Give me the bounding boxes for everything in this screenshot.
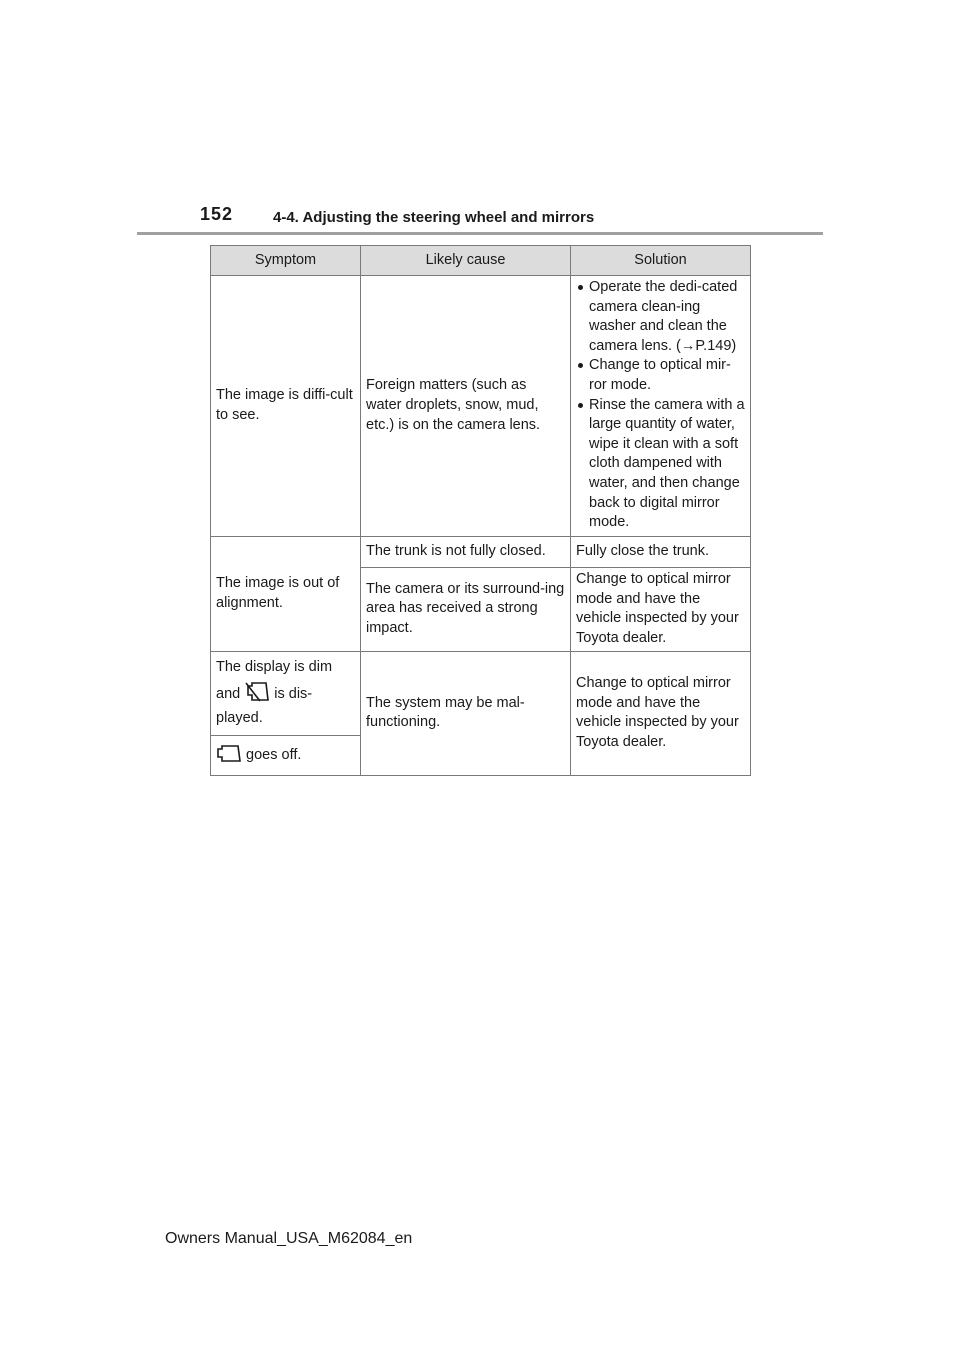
table-row (211, 276, 751, 537)
table-header-row (211, 246, 751, 276)
symptom-cell (211, 735, 361, 775)
symptom-line: The display is dim (216, 659, 333, 676)
solution-cell: Change to optical mirror mode and have the vehicle inspected by your Toyota dealer. (571, 651, 751, 775)
cause-cell: The camera or its surround-ing area has received a strong impact. (361, 567, 571, 651)
cause-cell: Foreign matters (such as water droplets, snow, mud, etc.) is on the camera lens. (361, 276, 571, 537)
troubleshooting-table (210, 245, 751, 776)
cause-cell: The trunk is not fully closed. (361, 536, 571, 567)
footer-manual-id: Owners Manual_USA_M62084_en (165, 1230, 413, 1247)
solution-cell (571, 276, 751, 537)
table-row (211, 651, 751, 735)
column-header-solution: Solution (571, 246, 751, 276)
symptom-text: is dis- (274, 685, 313, 702)
mirror-indicator-icon (216, 745, 242, 763)
section-title: 4-4. Adjusting the steering wheel and mirrors (273, 209, 595, 226)
solution-cell: Change to optical mirror mode and have the vehicle inspected by your Toyota dealer. (571, 567, 751, 651)
solution-item: Change to optical mir-ror mode. (576, 356, 745, 395)
column-header-likely-cause: Likely cause (361, 246, 571, 276)
solution-item: Operate the dedi-cated camera clean-ing washer and clean the camera lens. (→P.149) (576, 278, 745, 356)
page-number: 152 (200, 204, 234, 224)
mirror-malfunction-icon (244, 682, 270, 702)
symptom-cell: The image is diffi-cult to see. (211, 276, 361, 537)
symptom-text: and (216, 685, 241, 702)
symptom-cell: The image is out of alignment. (211, 536, 361, 651)
column-header-symptom: Symptom (211, 246, 361, 276)
solution-list (576, 276, 745, 536)
symptom-line: played. (216, 709, 263, 726)
symptom-line (216, 682, 355, 705)
solution-cell: Fully close the trunk. (571, 536, 751, 567)
symptom-cell (211, 651, 361, 735)
header-divider (137, 232, 823, 235)
table-row (211, 536, 751, 567)
solution-item: Rinse the camera with a large quantity of water, wipe it clean with a soft cloth dampened with water, and then change back to digital mirror mode. (576, 396, 745, 533)
cause-cell: The system may be mal-functioning. (361, 651, 571, 775)
symptom-text: goes off. (246, 746, 302, 763)
